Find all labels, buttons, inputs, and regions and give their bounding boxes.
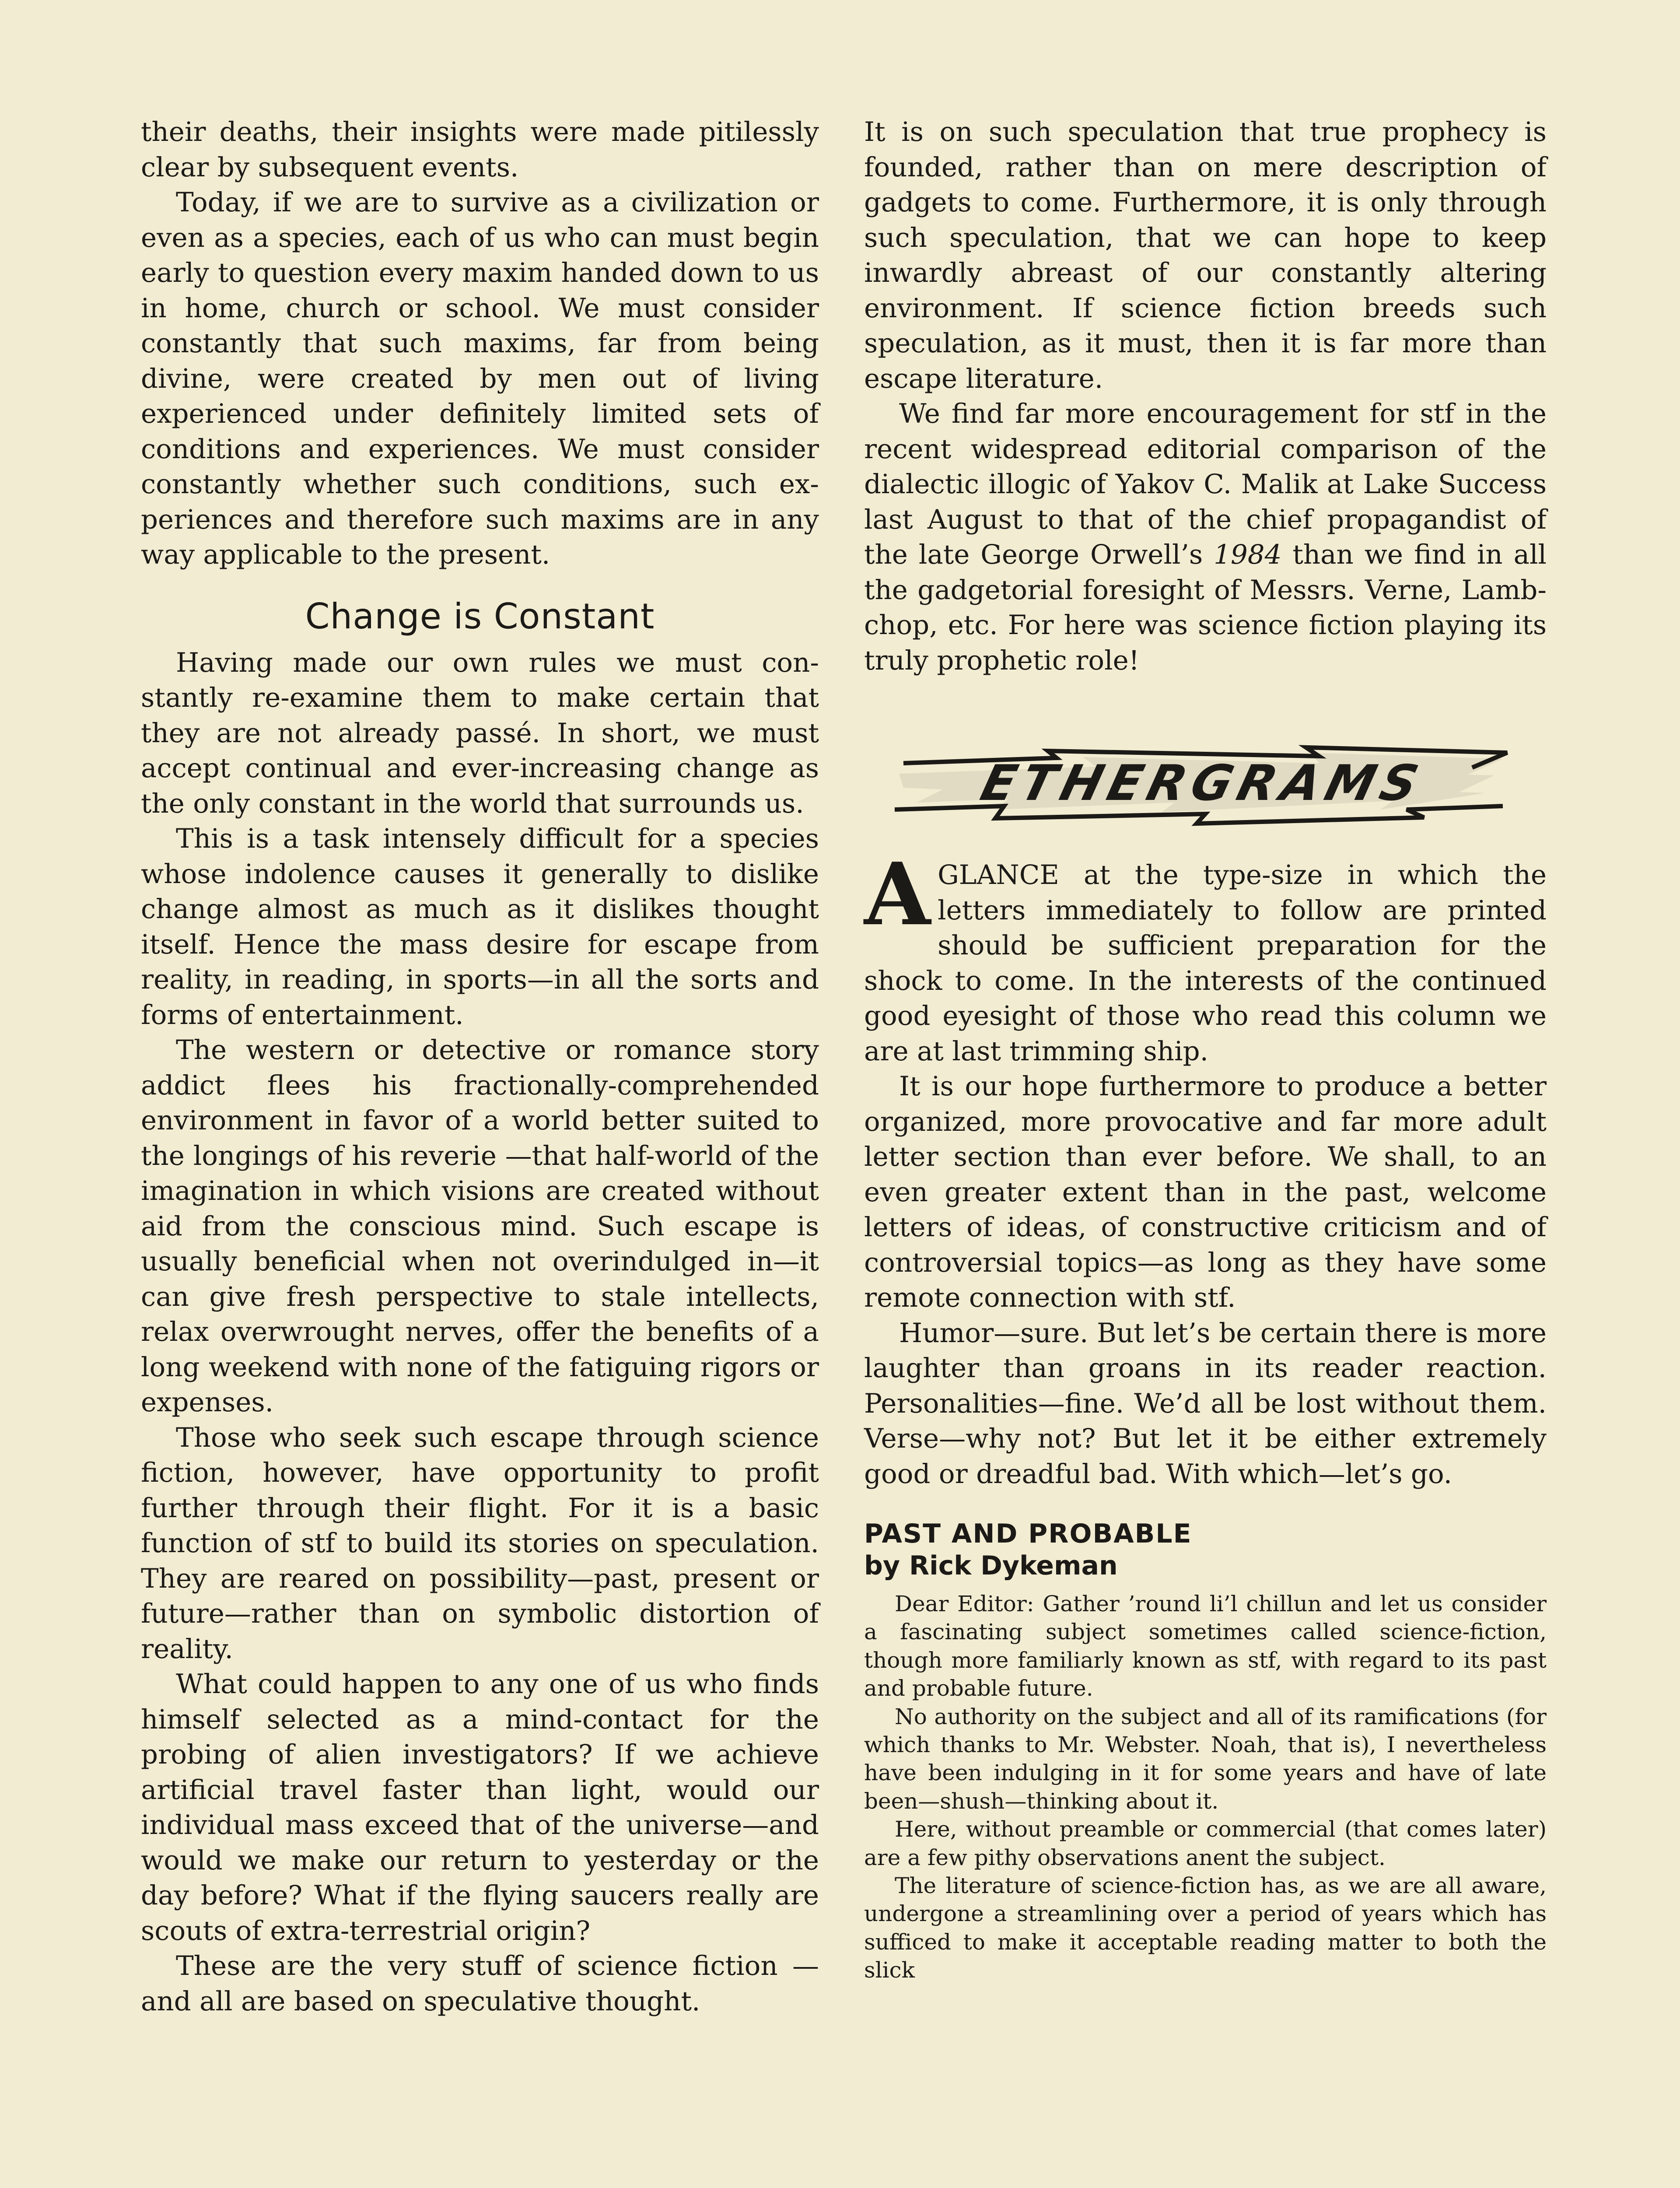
- paragraph: Those who seek such escape through science fiction, however, have opportunity to profit further through their flight. For it is a basic function of stf to build its stories on speculation. They are reared on possibility—past, present or future—rather than on symbolic distortion of reality.: [141, 1422, 819, 1665]
- paragraph-text: GLANCE at the type-size in which the letters immediately to follow are printed should be sufficient preparation for the shock to come. In the interests of the continued good eyesight of those who read this column we are at last trimming ship.: [864, 859, 1547, 1067]
- paragraph: This is a task intensely difficult for a species whose indolence causes it generally to dislike change almost as much as it dislikes thought itself. Hence the mass desire for escape from reality, in reading, in sports—in all the sorts and forms of entertainment.: [141, 823, 819, 1031]
- drop-cap: A: [864, 844, 931, 945]
- letter-paragraph: Here, without preamble or commercial (that comes later) are a few pithy observations anent the subject.: [864, 1816, 1547, 1870]
- paragraph: their deaths, their insights were made pitilessly clear by subsequent events.: [141, 116, 819, 183]
- intro-paragraph: [864, 844, 1547, 1069]
- letter-paragraph: No authority on the subject and all of its ramifications (for which thanks to Mr. Webster. Noah, that is), I nevertheless have been indulging in it for some years and have of late been—shush—thinking about it.: [864, 1704, 1547, 1814]
- paragraph: These are the very stuff of science fiction —and all are based on speculative thought.: [141, 1950, 819, 2017]
- paragraph-text: than we find in all the gadgetorial foresight of Messrs. Verne, Lambchop, etc. For here was science fiction playing its truly prophetic role!: [864, 539, 1547, 676]
- letter-paragraph: The literature of science-fiction has, as we are all aware, undergone a streamlining over a period of years which has sufficed to make it acceptable reading matter to both the slick: [864, 1873, 1547, 1983]
- paragraph: Having made our own rules we must constantly re-examine them to make certain that they are not already passé. In short, we must accept continual and ever-increasing change as the only constant in the world that surrounds us.: [141, 647, 819, 819]
- letter-paragraph: Dear Editor: Gather ’round li’l chillun and let us consider a fascinating subject sometimes called science-fiction, though more familiarly known as stf, with regard to its past and probable future.: [864, 1591, 1547, 1701]
- paragraph: Humor—sure. But let’s be certain there is more laughter than groans in its reader reaction. Personalities—fine. We’d all be lost without them. Verse—why not? But let it be either extremely good or dreadful bad. With which—let’s go.: [864, 1317, 1547, 1490]
- paragraph: It is on such speculation that true prophecy is founded, rather than on mere description of gadgets to come. Furthermore, it is only through such speculation, that we can hope to keep inwardly abreast of our constantly altering environment. If science fiction breeds such speculation, as it must, then it is far more than escape literature.: [864, 116, 1547, 394]
- letter-title: PAST AND PROBABLE: [864, 1518, 1192, 1549]
- section-heading: Change is Constant: [305, 596, 655, 637]
- left-column: [141, 115, 819, 2019]
- paragraph: What could happen to any one of us who finds himself selected as a mind-contact for the probing of alien investigators? If we achieve artificial travel faster than light, would our individual mass exceed that of the universe—and would we make our return to yesterday or the day before? What if the flying saucers really are scouts of extra-terrestrial origin?: [141, 1669, 819, 1946]
- right-column: [864, 115, 1547, 1985]
- paragraph: Today, if we are to survive as a civilization or even as a species, each of us who can must begin early to question every maxim handed down to us in home, church or school. We must consider constantly that such maxims, far from being divine, were created by men out of living experienced under definitely limited sets of conditions and experiences. We must consider constantly whether such conditions, such experiences and therefore such maxims are in any way applicable to the present.: [141, 187, 819, 570]
- paragraph: The western or detective or romance story addict flees his fractionally-comprehended environment in favor of a world better suited to the longings of his reverie —that half-world of the imagination in which visions are created without aid from the conscious mind. Such escape is usually beneficial when not overindulged in—it can give fresh perspective to stale intellects, relax overwrought nerves, offer the benefits of a long weekend with none of the fatiguing rigors or expenses.: [141, 1034, 819, 1418]
- reader-letter: [864, 1518, 1547, 1985]
- paragraph-1984: [864, 396, 1547, 678]
- ethergrams-logo: [890, 744, 1512, 827]
- paragraph: It is our hope furthermore to produce a better organized, more provocative and far more adult letter section than ever before. We shall, to an even greater extent than in the past, welcome letters of ideas, of constructive criticism and of controversial topics—as long as they have some remote connection with stf.: [864, 1071, 1547, 1313]
- book-title: 1984: [1214, 539, 1282, 570]
- paragraph-text: We find far more encouragement for stf in the recent widespread editorial comparison of the dialectic illogic of Yakov C. Malik at Lake Success last August to that of the chief propagandist of the late George Orwell’s: [864, 398, 1547, 570]
- letter-byline: by Rick Dykeman: [864, 1550, 1118, 1581]
- column-intro: [864, 844, 1547, 1492]
- ethergrams-logo-text: ETHERGRAMS: [975, 754, 1430, 812]
